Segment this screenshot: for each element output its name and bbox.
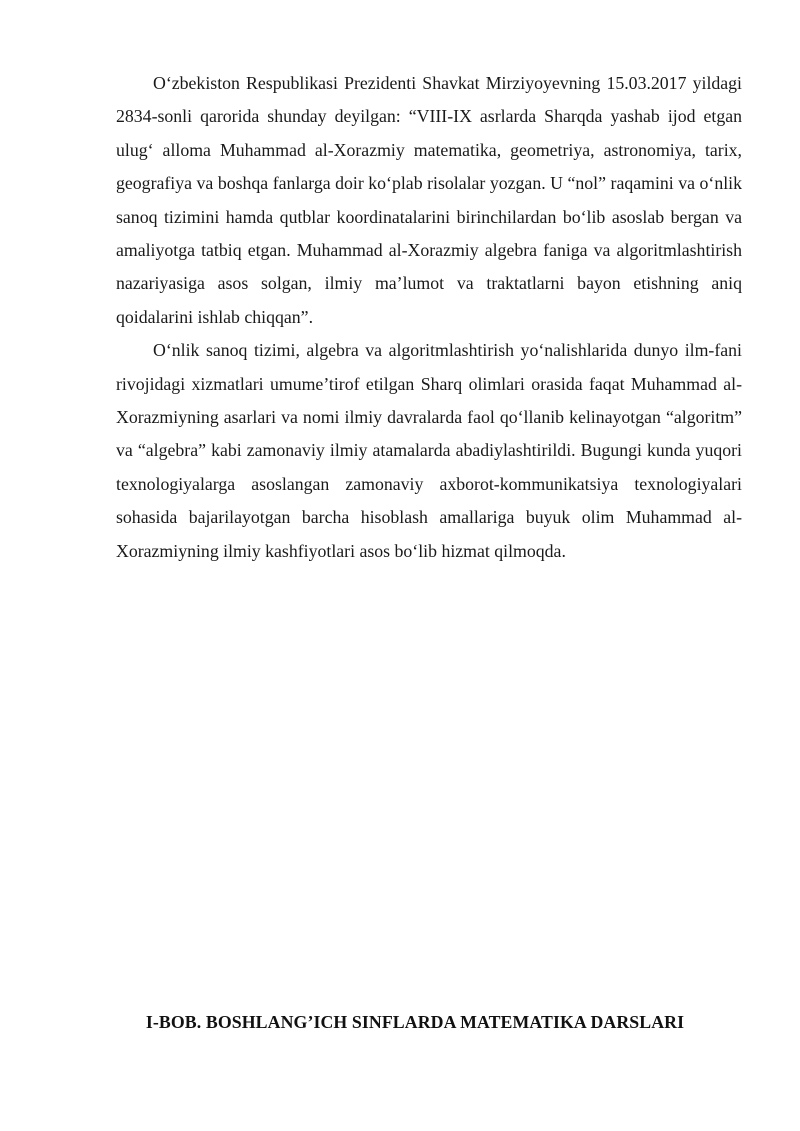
paragraph-decree-quote: O‘zbekiston Respublikasi Prezidenti Shavkat Mirziyoyevning 15.03.2017 yildagi 2834-sonli qarorida shunday deyilgan: “VIII-IX asrlarda Sharqda yashab ijod etgan ulug‘ alloma Muhammad al-Xorazmiy matematika, geometriya, astronomiya, tarix, geografiya va boshqa fanlarga doir ko‘plab risolalar yozgan. U “nol” raqamini va o‘nlik sanoq tizimini hamda qutblar koordinatalarini birinchilardan bo‘lib asoslab bergan va amaliyotga tatbiq etgan. Muhammad al-Xorazmiy algebra faniga va algoritmlashtirish nazariyasiga asos solgan, ilmiy ma’lumot va traktatlarni bayon etishning aniq qoidalarini ishlab chiqqan”. — [116, 73, 742, 327]
body-text — [116, 67, 742, 568]
paragraph-al-khwarizmi-legacy: O‘nlik sanoq tizimi, algebra va algoritmlashtirish yo‘nalishlarida dunyo ilm-fani rivojidagi xizmatlari umume’tirof etilgan Sharq olimlari orasida faqat Muhammad al-Xorazmiyning asarlari va nomi ilmiy davralarda faol qo‘llanib kelinayotgan “algoritm” va “algebra” kabi zamonaviy ilmiy atamalarda abadiylashtirildi. Bugungi kunda yuqori texnologiyalarga asoslangan zamonaviy axborot-kommunikatsiya texnologiyalari sohasida bajarilayotgan barcha hisoblash amallariga buyuk olim Muhammad al-Xorazmiyning ilmiy kashfiyotlari asos bo‘lib hizmat qilmoqda. — [116, 340, 742, 561]
chapter-heading: I-BOB. BOSHLANG’ICH SINFLARDA MATEMATIKA DARSLARI — [145, 1012, 685, 1032]
